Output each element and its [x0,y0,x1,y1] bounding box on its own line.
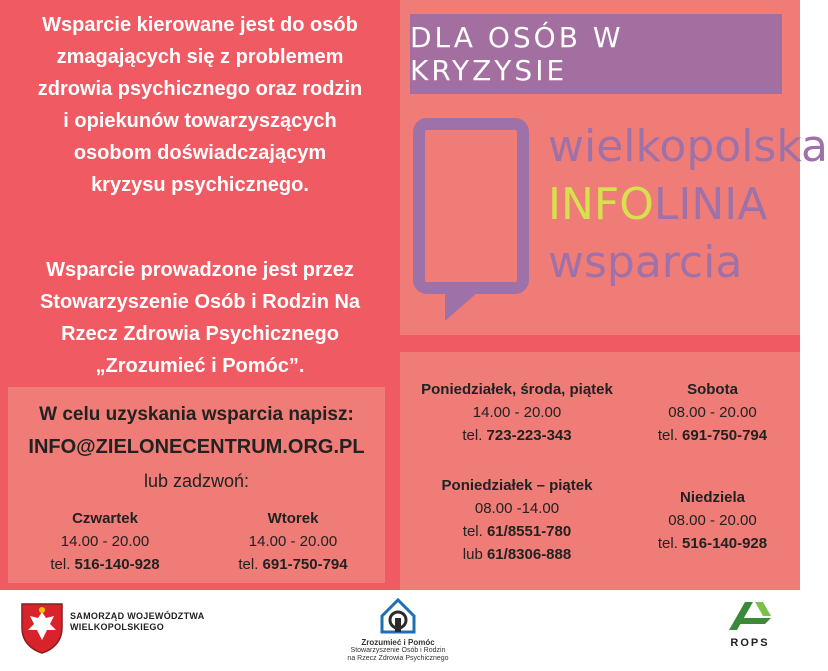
contact-title: W celu uzyskania wsparcia napisz: [39,404,354,425]
tel-prefix: tel. [657,535,678,552]
hours-day: Poniedziałek, środa, piątek [421,381,613,398]
hours-phone-line [630,424,795,447]
logo-text-line: SAMORZĄD WOJEWÓDZTWA [70,611,205,621]
intro-line: zmagających się z problemem [56,46,344,68]
phone-number[interactable]: 61/8306-888 [486,546,572,563]
phone-number[interactable]: 723-223-343 [486,427,572,444]
tel-prefix: tel. [238,556,259,573]
logo-text-line: Stowarzyszenie Osób i Rodzin [350,647,446,654]
hours-time: 14.00 - 20.00 [60,533,150,550]
intro-paragraph-2 [0,254,400,382]
intro-line: osobom doświadczającym [73,142,327,164]
crisis-banner-text: DLA OSÓB W KRYZYSIE [410,21,624,87]
contact-email[interactable]: INFO@ZIELONECENTRUM.ORG.PL [28,436,365,458]
hours-phone-line [402,520,632,543]
phone-number[interactable]: 516-140-928 [74,556,160,573]
tel-prefix: tel. [462,427,483,444]
logo-text-line: Zrozumieć i Pomóc [361,638,435,647]
tel-prefix: tel. [50,556,71,573]
zrozumiec-i-pomoc-logo-text [336,639,460,663]
wielkopolska-logo-text [70,611,205,633]
brand-line-1: wielkopolska [548,121,828,172]
hours-time: 08.00 - 20.00 [668,512,757,529]
intro-line: „Zrozumieć i Pomóc”. [95,355,305,377]
intro-line: Wsparcie kierowane jest do osób [42,14,358,36]
hours-sunday [630,486,795,555]
hours-day: Sobota [687,381,738,398]
footer [0,590,800,671]
intro-line: Wsparcie prowadzone jest przez [46,259,354,281]
hours-time: 14.00 - 20.00 [248,533,338,550]
intro-line: zdrowia psychicznego oraz rodzin [37,78,363,100]
brand-rest: LINIA [653,179,768,230]
hours-day: Wtorek [267,510,319,527]
hours-phone-line [630,532,795,555]
phone-icon [413,118,529,294]
hours-day: Poniedziałek – piątek [441,477,593,494]
intro-paragraph-1 [0,9,400,201]
hours-phone-line [208,553,378,576]
rops-logo-icon [725,596,775,634]
tel-prefix: tel. [657,427,678,444]
hours-mon-fri [402,474,632,566]
brand-line-2 [548,180,767,230]
crisis-banner [410,14,782,94]
hours-thursday [20,507,190,576]
rops-logo-text: ROPS [730,637,770,649]
hours-mon-wed-fri [402,378,632,447]
intro-line: i opiekunów towarzyszących [63,110,337,132]
wielkopolska-coat-of-arms-icon [20,602,64,654]
phone-number[interactable]: 516-140-928 [682,535,768,552]
hours-time: 08.00 - 20.00 [668,404,757,421]
hours-alt-phone-line [402,543,632,566]
brand-line-3: wsparcia [548,237,743,288]
phone-icon-tail [445,291,479,321]
tel-prefix: tel. [462,523,483,540]
brand-highlight: INFO [548,179,654,230]
phone-number[interactable]: 691-750-794 [682,427,768,444]
intro-line: kryzysu psychicznego. [91,174,309,196]
hours-day: Niedziela [679,489,746,506]
hours-time: 14.00 - 20.00 [472,404,562,421]
hours-time: 08.00 -14.00 [474,500,560,517]
zrozumiec-i-pomoc-logo-icon [378,596,418,636]
hours-day: Czwartek [72,510,138,527]
hours-phone-line [402,424,632,447]
intro-line: Rzecz Zdrowia Psychicznego [61,323,339,345]
hours-saturday [630,378,795,447]
contact-call-label: lub zadzwoń: [143,471,250,491]
hours-phone-line [20,553,190,576]
logo-text-line: na Rzecz Zdrowia Psychicznego [347,655,449,662]
phone-number[interactable]: 61/8551-780 [486,523,572,540]
alt-prefix: lub [462,546,483,563]
hours-tuesday [208,507,378,576]
intro-line: Stowarzyszenie Osób i Rodzin Na [39,291,361,313]
phone-number[interactable]: 691-750-794 [262,556,348,573]
logo-text-line: WIELKOPOLSKIEGO [70,622,165,632]
